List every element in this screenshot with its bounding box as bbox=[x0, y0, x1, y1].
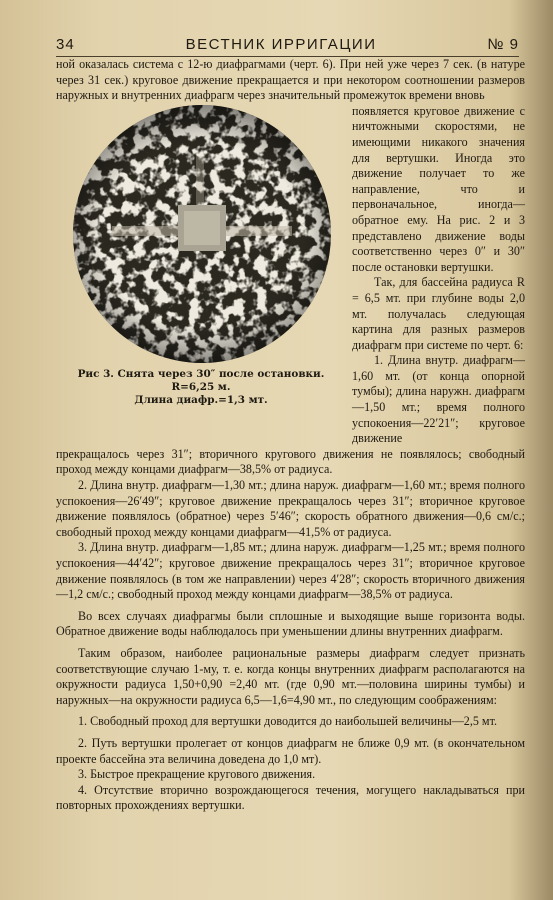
caption-line-1: Рис 3. Снята через 30″ после остановки. R=6,25 м. bbox=[77, 367, 325, 393]
basin-photo-image bbox=[56, 104, 346, 366]
item-1-end: прекращалось через 31″; вторичного кругового движения не появлялось; свободный проход между концами диафрагм—38,5% от радиуса. bbox=[56, 446, 525, 477]
reason-2: 2. Путь вертушки пролегает от концов диафрагм не ближе 0,9 мт. (в окончательном проекте бассейна эта величина доведена до 1,0 мт). bbox=[56, 735, 525, 766]
basin-paragraph: Так, для бассейна радиуса R = 6,5 мт. при глубине воды 2,0 мт. получалась следующая картина для разных размеров диафрагм при системе по черт. 6: bbox=[352, 275, 525, 352]
all-cases-paragraph: Во всех случаях диафрагмы были сплошные и выходящие выше горизонта воды. Обратное движение воды наблюдалось при уменьшении длины внутренних диафрагм. bbox=[56, 608, 525, 639]
item-3: 3. Длина внутр. диафрагм—1,85 мт.; длина наруж. диафрагм—1,25 мт.; время полного успокоения—44′42″; круговое движение прекращалось через 31″; вторичное круговое движение появлялось (в том же направлении) через 4′28″; скорость вторичного движения—1,2 см/с.; свободный проход между концами диафрагм—38,5% от радиуса. bbox=[56, 540, 525, 602]
figure-photo bbox=[56, 104, 346, 366]
issue-number: № 9 bbox=[487, 36, 519, 53]
page-header bbox=[56, 36, 519, 57]
reason-1: 1. Свободный проход для вертушки доводится до наибольшей величины—2,5 мт. bbox=[78, 714, 497, 729]
conclusion-paragraph: Таким образом, наиболее рациональные размеры диафрагм следует признать соответствующие случаю 1-му, т. е. когда концы внутренних диафрагм располагаются на окружности радиуса 1,50+0,90 =2,40 мт. (где 0,90 мт.—половина ширины тумбы) и наружных—на окружности радиуса 6,5—1,6=4,90 мт., по следующим соображениям: bbox=[56, 645, 525, 707]
intro-paragraph: ной оказалась система с 12-ю диафрагмами (черт. 6). При ней уже через 7 сек. (в натуре через 31 сек.) круговое движение прекращается и при некотором соотношении размеров наружных и внутренних диафрагм через значительный промежуток времени вновь bbox=[56, 57, 525, 103]
figure-column bbox=[56, 104, 346, 447]
caption-line-2: Длина диафр.=1,3 мт. bbox=[134, 393, 268, 406]
item-2: 2. Длина внутр. диафрагм—1,30 мт.; длина наруж. диафрагм—1,60 мт.; время полного успокоения—26′49″; круговое движение прекращалось через 31″; вторичное круговое движение появлялось (обратное) через 5′46″; скорость обратного движения—0,6 см/с.; свободный проход между концами диафрагм—41,5% от радиуса. bbox=[56, 478, 525, 539]
journal-title: ВЕСТНИК ИРРИГАЦИИ bbox=[185, 36, 377, 53]
page-number: 34 bbox=[56, 36, 75, 53]
item-1-start: 1. Длина внутр. диафрагм—1,60 мт. (от конца опорной тумбы); длина наружн. диафрагм—1,50 мт.; время полного успокоения—22′21″; круговое движение bbox=[352, 353, 525, 446]
side-column bbox=[346, 104, 525, 447]
figure-row bbox=[56, 104, 525, 447]
reason-4: 4. Отсутствие вторично возрождающегося течения, могущего накладываться при повторных прохождениях вертушки. bbox=[56, 782, 525, 813]
side-continuation: появляется круговое движение с ничтожными скоростями, не имеющими никакого значения для вертушки. Иногда это движение получает то же направление, что и первоначальное, иногда—обратное ему. На рис. 2 и 3 представлено движение воды соответственно через 0″ и 30″ после остановки вертушки. bbox=[352, 103, 525, 274]
reason-3: 3. Быстрое прекращение кругового движения. bbox=[78, 767, 316, 782]
figure-caption bbox=[56, 368, 346, 407]
